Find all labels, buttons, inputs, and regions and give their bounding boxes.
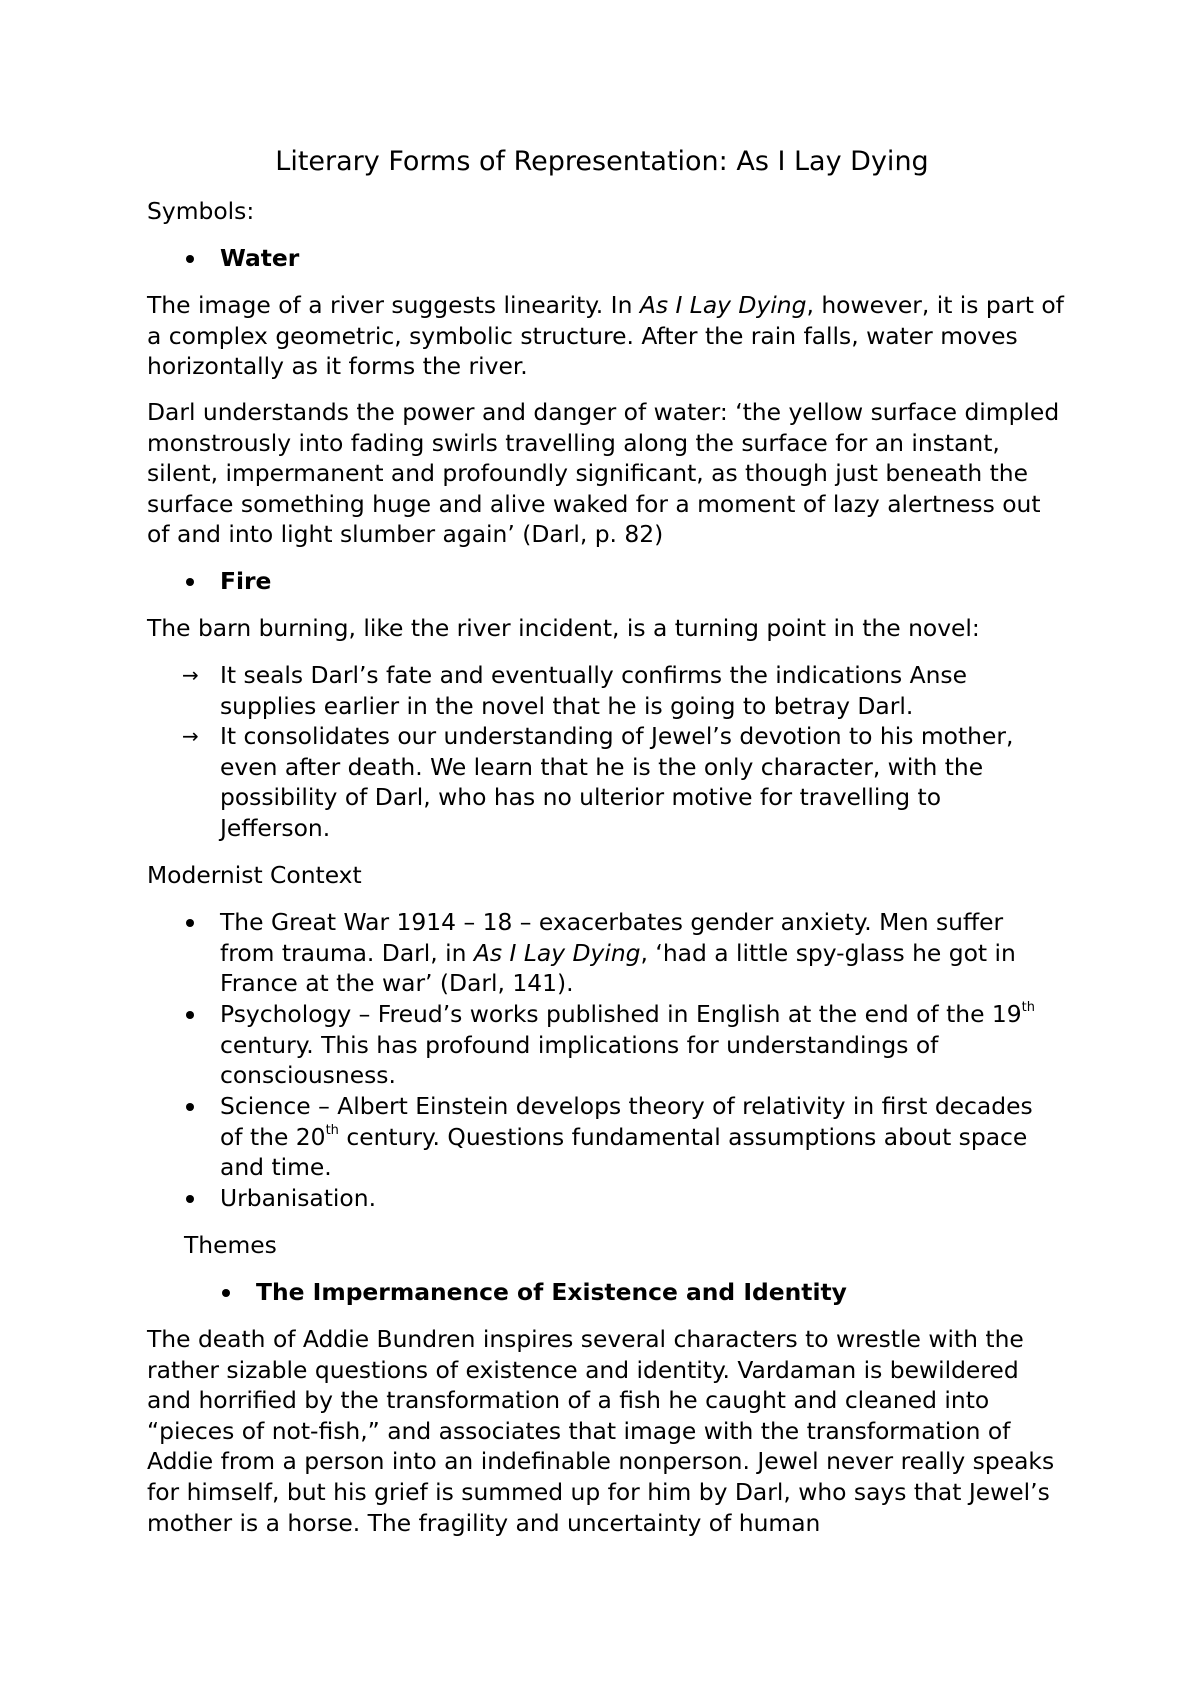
item1-italic: As I Lay Dying [473,938,641,967]
symbols-label: Symbols: [147,197,255,225]
themes-subheading: The Impermanence of Existence and Identity [256,1278,847,1306]
water-heading: Water [220,244,300,272]
water-para1-text: The image of a river suggests linearity. In [147,291,640,319]
item1-text-end: , ‘had a little spy-glass he got in France at the war’ (Darl, 141). [220,938,1016,998]
document-title: Literary Forms of Representation: As I Lay Dying [275,146,929,177]
fire-point-2-text: It consolidates our understanding of Jewel’s devotion to his mother, even after death. We learn that he is the only character, with the possibility of Darl, who has no ulterior motive for travelling to Jefferson. [220,722,1014,842]
arrow-icon: → [182,724,199,748]
item3-superscript: th [325,1122,339,1138]
modernist-item-2-text [220,999,1040,1091]
modernist-item-3-text [220,1091,1040,1183]
item2-superscript: th [1021,1000,1036,1015]
arrow-icon: → [182,663,199,687]
themes-paragraph: The death of Addie Bundren inspires several characters to wrestle with the rather sizable questions of existence and identity. Vardaman is bewildered and horrified by the transformation of a fish he caught and cleaned into “pieces of not-fish,” and associates that image with the transformation of Addie from a person into an indefinable nonperson. Jewel never really speaks for himself, but his grief is summed up for him by Darl, who says that Jewel’s mother is a horse. The fragility and uncertainty of human [147,1325,1055,1537]
modernist-heading: Modernist Context [147,861,362,889]
item2-text: Psychology – Freud’s works published in English at the end of the 19 [220,1000,1022,1028]
item1-text: The Great War 1914 – 18 – exacerbates gender anxiety. Men suffer from trauma. Darl, in [220,908,1004,967]
fire-intro: The barn burning, like the river incident, is a turning point in the novel: [147,614,980,642]
themes-heading: Themes [184,1231,277,1259]
water-para1-text-end: , however, it is part of a complex geometric, symbolic structure. After the rain falls, water moves horizontally as it forms the river. [147,291,1064,381]
water-para1-italic: As I Lay Dying [639,291,807,319]
water-paragraph-2: Darl understands the power and danger of water: ‘the yellow surface dimpled monstrously into fading swirls travelling along the surface for an instant, silent, impermanent and profoundly significant, as though just beneath the surface something huge and alive waked for a moment of lazy alertness out of and into light slumber again’ (Darl, p. 82) [147,398,1060,549]
water-paragraph-1 [147,290,1067,382]
item3-text: Science – Albert Einstein develops theory of relativity in first decades of the 20 [220,1092,1033,1151]
fire-heading: Fire [220,567,272,595]
item3-text-end: century. Questions fundamental assumptions about space and time. [220,1122,1028,1182]
modernist-item-1-text [220,907,1040,999]
modernist-item-4-text: Urbanisation. [220,1184,377,1212]
fire-point-1-text: It seals Darl’s fate and eventually confirms the indications Anse supplies earlier in the novel that he is going to betray Darl. [220,661,967,720]
item2-text-end: century. This has profound implications for understandings of consciousness. [220,1030,939,1090]
